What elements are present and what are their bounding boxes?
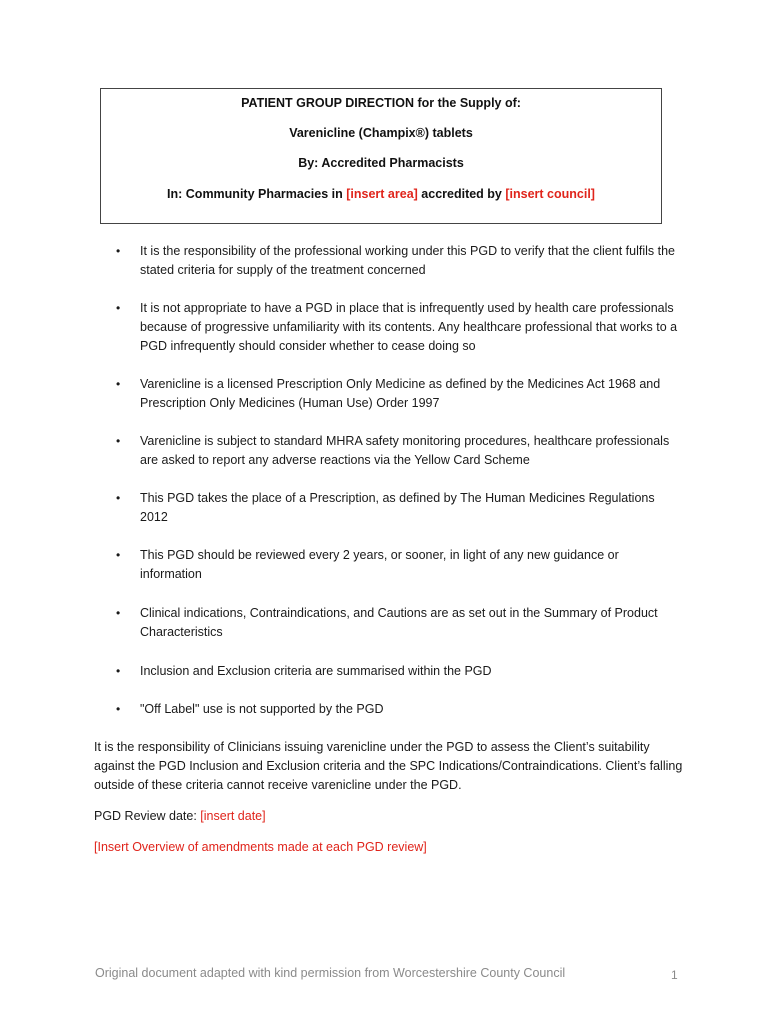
list-item-text: "Off Label" use is not supported by the PGD [140,702,384,716]
insert-area-placeholder: [insert area] [346,187,418,201]
bullet-dot: • [116,244,121,258]
list-item-text: This PGD should be reviewed every 2 years, or sooner, in light of any new guidance or information [140,548,619,581]
list-item-text: It is the responsibility of the professional working under this PGD to verify that the client fulfils the stated criteria for supply of the treatment concerned [140,244,675,277]
list-item-text: Clinical indications, Contraindications, and Cautions are as set out in the Summary of Product Characteristics [140,606,658,639]
title-line-4-middle: accredited by [417,187,506,201]
title-line-4 [101,187,661,201]
list-item-text: Varenicline is a licensed Prescription Only Medicine as defined by the Medicines Act 1968 and Prescription Only Medicines (Human Use) Order 1997 [140,377,661,410]
bullet-dot: • [116,491,121,505]
title-line-3: By: Accredited Pharmacists [298,156,464,170]
bullet-dot: • [116,606,121,620]
title-line-1: PATIENT GROUP DIRECTION for the Supply of: [241,96,521,110]
page-number: 1 [671,968,678,982]
bullet-dot: • [116,664,121,678]
insert-date-placeholder: [insert date] [200,809,266,823]
bullet-dot: • [116,377,121,391]
title-line-4-prefix: In: Community Pharmacies in [167,187,347,201]
amendments-placeholder: [Insert Overview of amendments made at each PGD review] [94,840,427,854]
review-date-line [94,807,266,826]
list-item-text: This PGD takes the place of a Prescription, as defined by The Human Medicines Regulations 2012 [140,491,655,524]
responsibility-paragraph: It is the responsibility of Clinicians issuing varenicline under the PGD to assess the Client’s suitability against the PGD Inclusion and Exclusion criteria and the SPC Indications/Contraindications. Client’s falling outside of these criteria cannot receive varenicline under the PGD. [94,740,683,792]
bullet-dot: • [116,702,121,716]
bullet-dot: • [116,434,121,448]
list-item-text: Inclusion and Exclusion criteria are summarised within the PGD [140,664,492,678]
review-date-label: PGD Review date: [94,809,201,823]
list-item-text: It is not appropriate to have a PGD in place that is infrequently used by health care professionals because of progressive unfamiliarity with its contents. Any healthcare professional that works to a PGD infrequently should consider whether to cease doing so [140,301,678,353]
footer-text: Original document adapted with kind permission from Worcestershire County Council [95,966,566,980]
list-item-text: Varenicline is subject to standard MHRA safety monitoring procedures, healthcare professionals are asked to report any adverse reactions via the Yellow Card Scheme [140,434,670,467]
bullet-dot: • [116,548,121,562]
title-line-2: Varenicline (Champix®) tablets [289,126,473,140]
insert-council-placeholder: [insert council] [505,187,595,201]
bullet-dot: • [116,301,121,315]
title-box [100,88,662,224]
